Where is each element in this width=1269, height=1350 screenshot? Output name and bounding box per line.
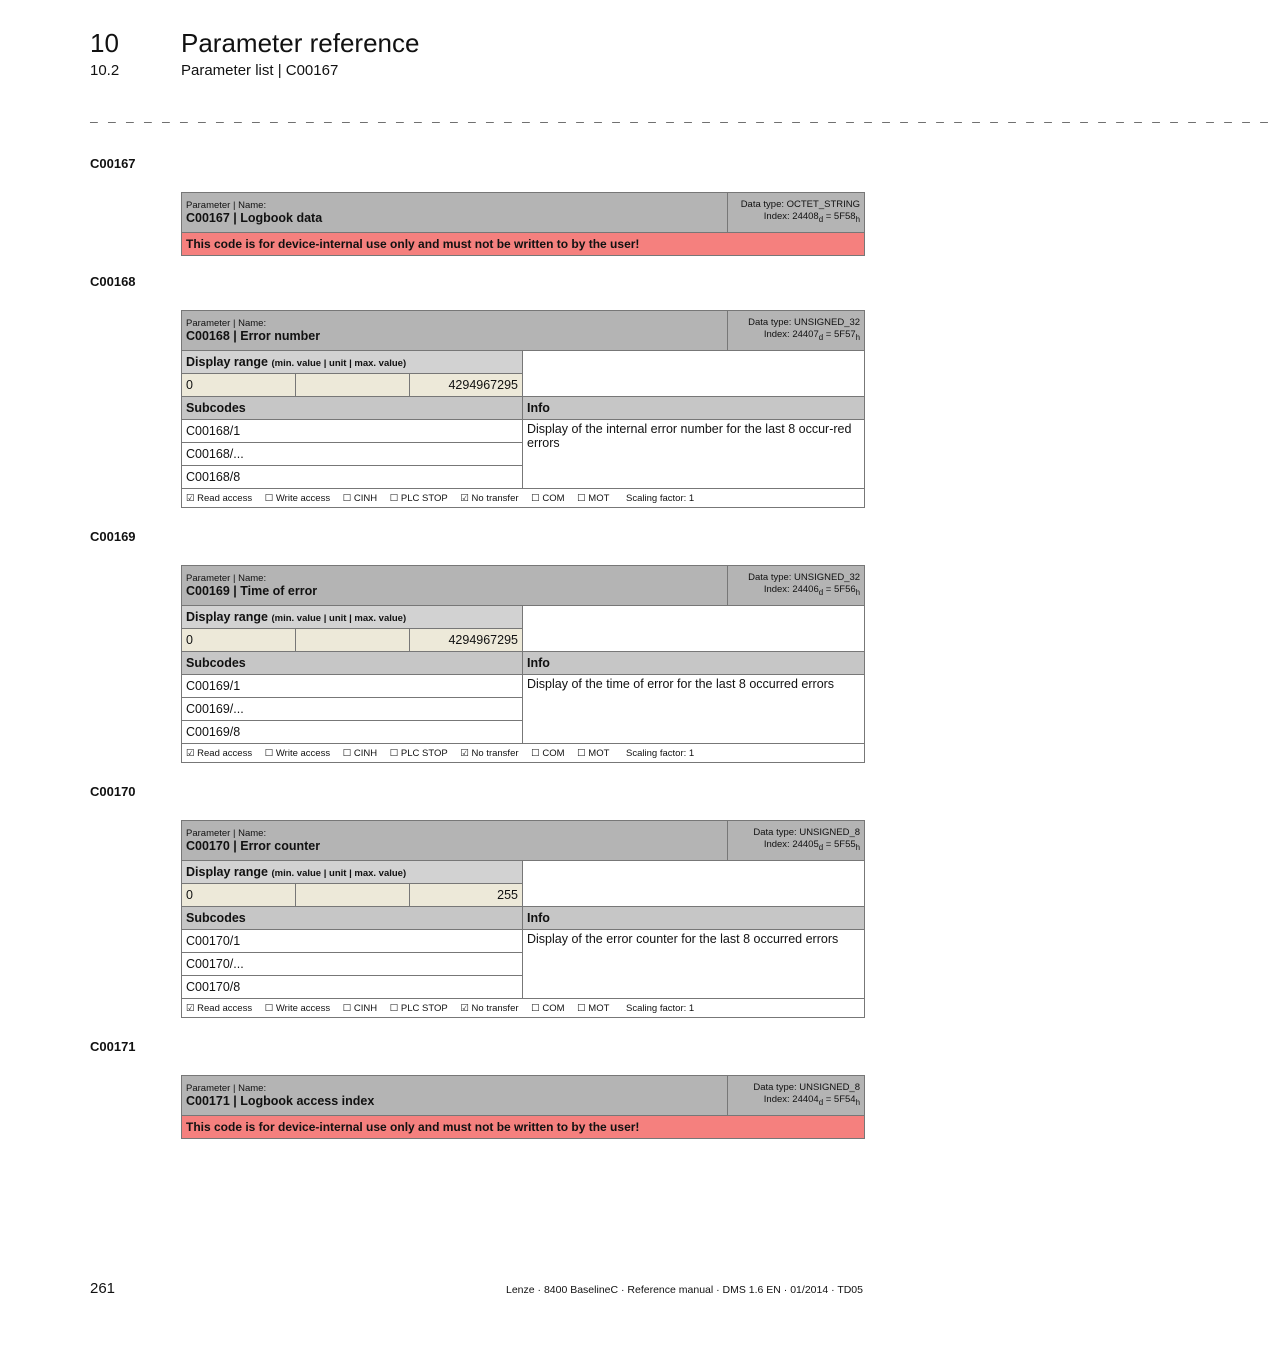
min-value: 0 bbox=[182, 374, 296, 397]
subcodes-header: Subcodes bbox=[182, 652, 523, 675]
scaling-factor: Scaling factor: 1 bbox=[626, 1002, 695, 1014]
flag-mot: ☐ MOT bbox=[577, 492, 610, 504]
flag-no-transfer: ☑ No transfer bbox=[460, 492, 519, 504]
section-heading-c00170: C00170 bbox=[90, 784, 136, 799]
display-range-label: Display range (min. value | unit | max. value) bbox=[182, 861, 523, 884]
param-name-cell bbox=[182, 821, 728, 861]
subcode-row: C00169/1 bbox=[182, 675, 523, 698]
display-range-label: Display range (min. value | unit | max. value) bbox=[182, 351, 523, 374]
param-name-label: Parameter | Name: bbox=[186, 318, 267, 329]
unit-value bbox=[296, 629, 410, 652]
param-index: Index: $24404_d = 5F54_h$ bbox=[763, 1094, 860, 1107]
subcode-row: C00168/... bbox=[182, 443, 523, 466]
subcode-row: C00170/1 bbox=[182, 930, 523, 953]
page-footer: Lenze · 8400 BaselineC · Reference manual · DMS 1.6 EN · 01/2014 · TD05 bbox=[506, 1284, 863, 1296]
param-name: C00168 | Error number bbox=[186, 329, 321, 343]
subcodes-header: Subcodes bbox=[182, 907, 523, 930]
param-index: Index: $24406_d = 5F56_h$ bbox=[763, 584, 861, 597]
param-type-cell bbox=[728, 311, 865, 351]
subcode-row: C00170/... bbox=[182, 953, 523, 976]
flag-write-access: ☐ Write access bbox=[264, 492, 331, 504]
subcode-row: C00169/8 bbox=[182, 721, 523, 744]
param-name-label: Parameter | Name: bbox=[186, 828, 267, 839]
param-type-cell bbox=[728, 1076, 865, 1116]
param-index: Index: $24407_d = 5F57_h$ bbox=[763, 329, 861, 342]
scaling-factor: Scaling factor: 1 bbox=[626, 492, 695, 504]
max-value: 4294967295 bbox=[410, 374, 523, 397]
min-value: 0 bbox=[182, 629, 296, 652]
param-table-c00167 bbox=[181, 192, 865, 256]
flag-no-transfer: ☑ No transfer bbox=[460, 1002, 519, 1014]
flag-com: ☐ COM bbox=[531, 747, 565, 759]
display-range-label: Display range (min. value | unit | max. value) bbox=[182, 606, 523, 629]
warning-text: This code is for device-internal use only and must not be written to by the user! bbox=[182, 233, 865, 256]
display-range-blank bbox=[523, 861, 865, 907]
param-name-label: Parameter | Name: bbox=[186, 573, 267, 584]
max-value: 4294967295 bbox=[410, 629, 523, 652]
separator-line: _ _ _ _ _ _ _ _ _ _ _ _ _ _ _ _ _ _ _ _ _ _ _ _ _ _ _ _ _ _ _ _ _ _ _ _ _ _ _ _ _ _ _ _ _ _ _ _ _ _ _ _ _ _ _ _ _ _ _ _ _ _ _ _ _ _ bbox=[90, 110, 1269, 125]
flag-mot: ☐ MOT bbox=[577, 747, 610, 759]
flag-plc-stop: ☐ PLC STOP bbox=[389, 747, 448, 759]
param-table-c00169 bbox=[181, 565, 865, 763]
param-type-cell bbox=[728, 566, 865, 606]
access-flags bbox=[182, 999, 865, 1018]
display-range-blank bbox=[523, 606, 865, 652]
chapter-title: Parameter reference bbox=[181, 28, 420, 58]
flag-plc-stop: ☐ PLC STOP bbox=[389, 492, 448, 504]
max-value: 255 bbox=[410, 884, 523, 907]
info-header: Info bbox=[523, 907, 865, 930]
param-table-c00168 bbox=[181, 310, 865, 508]
flag-com: ☐ COM bbox=[531, 492, 565, 504]
section-heading-c00167: C00167 bbox=[90, 156, 136, 171]
data-type: Data type: OCTET_STRING bbox=[740, 199, 860, 211]
access-flags bbox=[182, 744, 865, 763]
display-range-blank bbox=[523, 351, 865, 397]
section-title: Parameter list | C00167 bbox=[181, 62, 339, 79]
subcode-row: C00168/8 bbox=[182, 466, 523, 489]
param-name: C00167 | Logbook data bbox=[186, 211, 323, 225]
chapter-number: 10 bbox=[90, 28, 119, 58]
flag-com: ☐ COM bbox=[531, 1002, 565, 1014]
param-type-cell bbox=[728, 193, 865, 233]
flag-write-access: ☐ Write access bbox=[264, 747, 331, 759]
page-number: 261 bbox=[90, 1280, 116, 1297]
param-index: Index: $24408_d = 5F58_h$ bbox=[763, 211, 860, 224]
subcode-row: C00169/... bbox=[182, 698, 523, 721]
flag-read-access: ☑ Read access bbox=[186, 747, 253, 759]
data-type: Data type: UNSIGNED_32 bbox=[748, 317, 861, 329]
info-header: Info bbox=[523, 397, 865, 420]
param-name-label: Parameter | Name: bbox=[186, 200, 267, 211]
param-name-cell bbox=[182, 566, 728, 606]
flag-no-transfer: ☑ No transfer bbox=[460, 747, 519, 759]
min-value: 0 bbox=[182, 884, 296, 907]
section-heading-c00171: C00171 bbox=[90, 1039, 136, 1054]
param-name-cell bbox=[182, 193, 728, 233]
param-name-cell bbox=[182, 311, 728, 351]
flag-read-access: ☑ Read access bbox=[186, 1002, 253, 1014]
flag-read-access: ☑ Read access bbox=[186, 492, 253, 504]
param-table-c00171 bbox=[181, 1075, 865, 1139]
flag-cinh: ☐ CINH bbox=[342, 1002, 378, 1014]
subcodes-header: Subcodes bbox=[182, 397, 523, 420]
info-text: Display of the internal error number for the last 8 occur-red errors bbox=[523, 420, 865, 489]
param-name: C00170 | Error counter bbox=[186, 839, 321, 853]
flag-mot: ☐ MOT bbox=[577, 1002, 610, 1014]
flag-write-access: ☐ Write access bbox=[264, 1002, 331, 1014]
info-text: Display of the time of error for the last 8 occurred errors bbox=[523, 675, 865, 744]
flag-cinh: ☐ CINH bbox=[342, 747, 378, 759]
access-flags bbox=[182, 489, 865, 508]
unit-value bbox=[296, 374, 410, 397]
param-type-cell bbox=[728, 821, 865, 861]
param-name-cell bbox=[182, 1076, 728, 1116]
data-type: Data type: UNSIGNED_32 bbox=[748, 572, 861, 584]
param-name: C00171 | Logbook access index bbox=[186, 1094, 375, 1108]
flag-cinh: ☐ CINH bbox=[342, 492, 378, 504]
info-header: Info bbox=[523, 652, 865, 675]
unit-value bbox=[296, 884, 410, 907]
subcode-row: C00168/1 bbox=[182, 420, 523, 443]
scaling-factor: Scaling factor: 1 bbox=[626, 747, 695, 759]
section-heading-c00168: C00168 bbox=[90, 274, 136, 289]
param-name: C00169 | Time of error bbox=[186, 584, 318, 598]
data-type: Data type: UNSIGNED_8 bbox=[753, 1082, 860, 1094]
warning-text: This code is for device-internal use only and must not be written to by the user! bbox=[182, 1116, 865, 1139]
info-text: Display of the error counter for the last 8 occurred errors bbox=[523, 930, 865, 999]
flag-plc-stop: ☐ PLC STOP bbox=[389, 1002, 448, 1014]
section-heading-c00169: C00169 bbox=[90, 529, 136, 544]
param-table-c00170 bbox=[181, 820, 865, 1018]
data-type: Data type: UNSIGNED_8 bbox=[753, 827, 861, 839]
section-number: 10.2 bbox=[90, 62, 120, 79]
param-index: Index: $24405_d = 5F55_h$ bbox=[763, 839, 861, 852]
subcode-row: C00170/8 bbox=[182, 976, 523, 999]
param-name-label: Parameter | Name: bbox=[186, 1083, 267, 1094]
